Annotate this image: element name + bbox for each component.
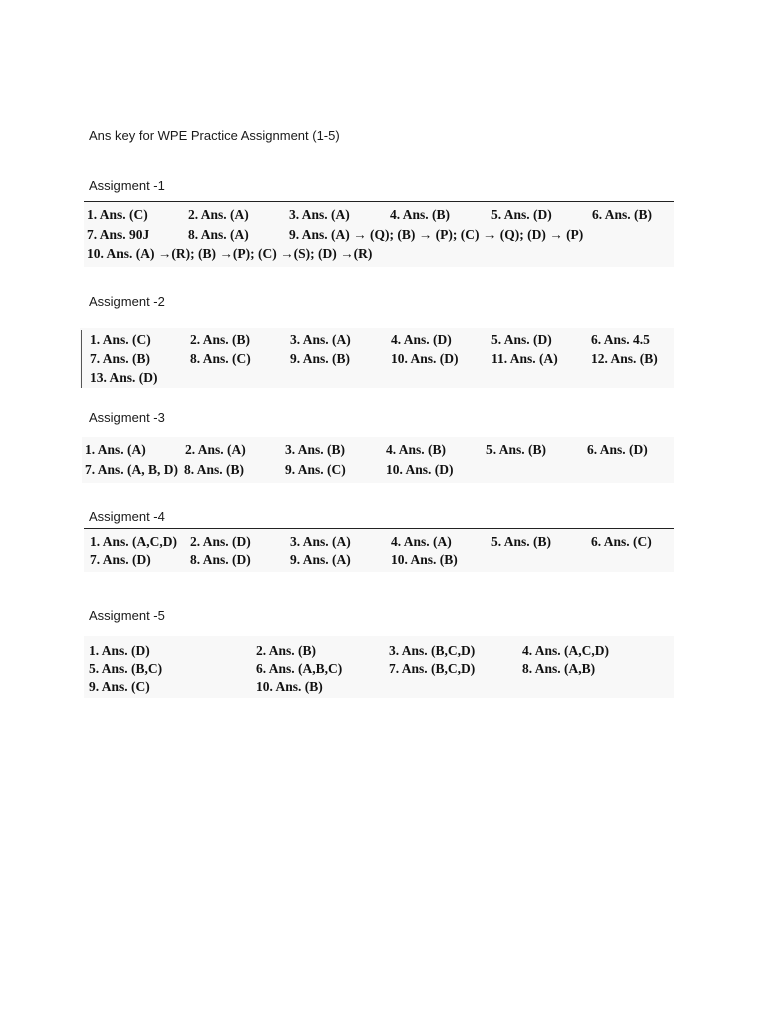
assignment-2-heading: Assigment -2 [89,294,165,309]
a4-q3: 3. Ans. (A) [290,534,351,549]
a5-q6: 6. Ans. (A,B,C) [256,661,343,676]
a3-q10: 10. Ans. (D) [386,462,454,477]
a1-q8: 8. Ans. (A) [188,227,249,242]
a5-q5: 5. Ans. (B,C) [89,661,163,676]
a3-q3: 3. Ans. (B) [285,442,346,457]
a1-q5: 5. Ans. (D) [491,207,552,222]
a2-q5: 5. Ans. (D) [491,332,552,347]
a4-q2: 2. Ans. (D) [190,534,251,549]
a1-q9: 9. Ans. (A) → (Q); (B) → (P); (C) → (Q); (D) → (P) [289,227,584,242]
a2-q1: 1. Ans. (C) [90,332,151,347]
a4-q9: 9. Ans. (A) [290,552,351,567]
a3-q1: 1. Ans. (A) [85,442,146,457]
a4-q4: 4. Ans. (A) [391,534,452,549]
a2-q3: 3. Ans. (A) [290,332,351,347]
a2-q13: 13. Ans. (D) [90,370,158,385]
a1-q4: 4. Ans. (B) [390,207,451,222]
a2-q4: 4. Ans. (D) [391,332,452,347]
a2-q12: 12. Ans. (B) [591,351,658,366]
a5-q7: 7. Ans. (B,C,D) [389,661,476,676]
a5-q10: 10. Ans. (B) [256,679,323,694]
a4-q7: 7. Ans. (D) [90,552,151,567]
assignment-5-heading: Assigment -5 [89,608,165,623]
a4-q8: 8. Ans. (D) [190,552,251,567]
assignment-3-heading: Assigment -3 [89,410,165,425]
a4-q10: 10. Ans. (B) [391,552,458,567]
a3-q7: 7. Ans. (A, B, D) [85,462,179,477]
a5-q1: 1. Ans. (D) [89,643,150,658]
page-title: Ans key for WPE Practice Assignment (1-5) [89,128,340,143]
a3-q2: 2. Ans. (A) [185,442,246,457]
a2-q6: 6. Ans. 4.5 [591,332,650,347]
a2-q8: 8. Ans. (C) [190,351,251,366]
a2-q10: 10. Ans. (D) [391,351,459,366]
a3-q5: 5. Ans. (B) [486,442,547,457]
assignment-2-left-rule [81,330,82,388]
a1-q7: 7. Ans. 90J [87,227,150,242]
a5-q8: 8. Ans. (A,B) [522,661,596,676]
a4-q1: 1. Ans. (A,C,D) [90,534,178,549]
assignment-2-answer-image [80,328,674,388]
a2-q9: 9. Ans. (B) [290,351,351,366]
a3-q6: 6. Ans. (D) [587,442,648,457]
a1-q2: 2. Ans. (A) [188,207,249,222]
assignment-1-heading: Assigment -1 [89,178,165,193]
a4-q6: 6. Ans. (C) [591,534,652,549]
a5-q4: 4. Ans. (A,C,D) [522,643,610,658]
a3-q4: 4. Ans. (B) [386,442,447,457]
a1-q1: 1. Ans. (C) [87,207,148,222]
a2-q7: 7. Ans. (B) [90,351,151,366]
a3-q8: 8. Ans. (B) [184,462,245,477]
a5-q3: 3. Ans. (B,C,D) [389,643,476,658]
a2-q2: 2. Ans. (B) [190,332,251,347]
a4-q5: 5. Ans. (B) [491,534,552,549]
a5-q2: 2. Ans. (B) [256,643,317,658]
a3-q9: 9. Ans. (C) [285,462,346,477]
assignment-1-top-rule [84,201,674,202]
assignment-4-top-rule [84,528,674,529]
assignment-4-heading: Assigment -4 [89,509,165,524]
a1-q3: 3. Ans. (A) [289,207,350,222]
a1-q6: 6. Ans. (B) [592,207,653,222]
a5-q9: 9. Ans. (C) [89,679,150,694]
a2-q11: 11. Ans. (A) [491,351,558,366]
a1-q10: 10. Ans. (A) →(R); (B) →(P); (C) →(S); (D) →(R) [87,246,373,261]
